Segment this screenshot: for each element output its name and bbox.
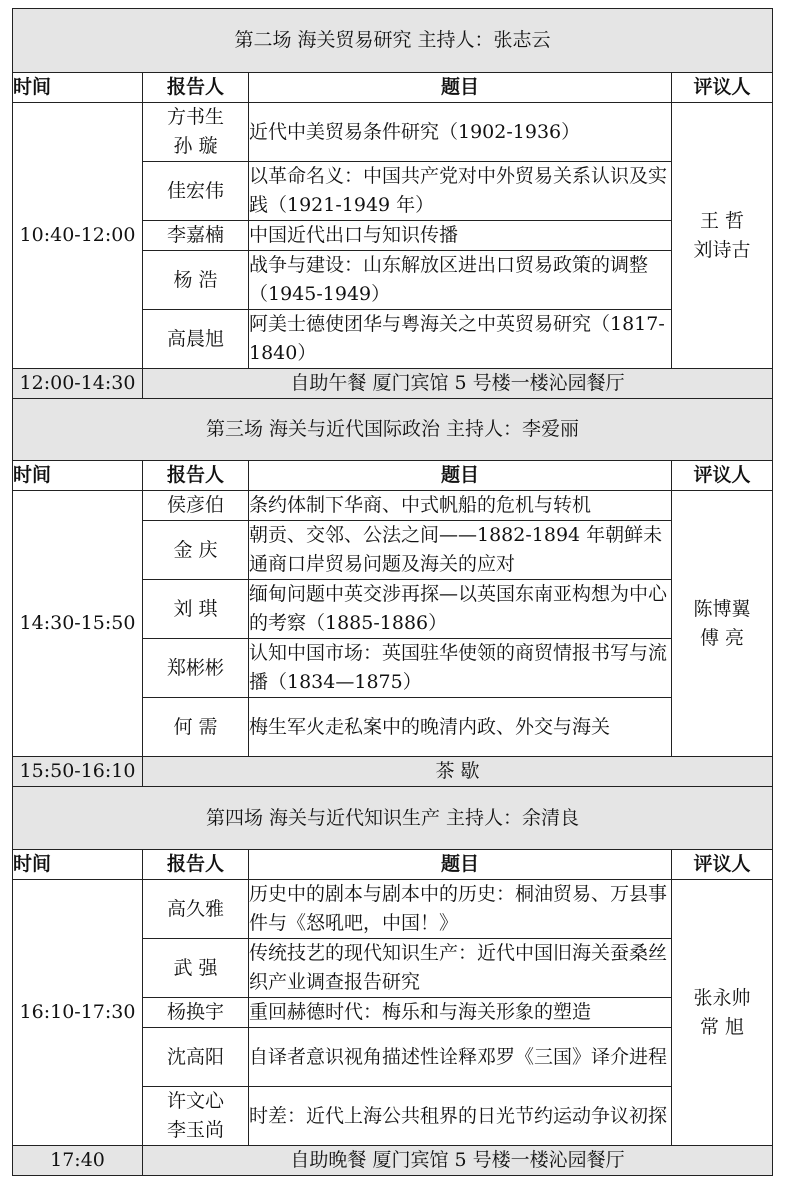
speaker-name	[143, 103, 249, 162]
break-description: 自助午餐 厦门宾馆 5 号楼一楼沁园餐厅	[143, 369, 773, 399]
talk-topic: 战争与建设：山东解放区进出口贸易政策的调整（1945-1949）	[249, 251, 672, 310]
speaker-name-text: 郑彬彬	[166, 656, 224, 679]
speaker-name-text: 侯彦伯	[166, 494, 224, 516]
speaker-name-text: 李嘉楠	[166, 224, 224, 246]
speaker-name-text: 金 庆	[173, 538, 218, 561]
speaker-name	[143, 491, 249, 521]
commentators-text: 张永帅 常 旭	[693, 986, 751, 1038]
header-commentator: 评议人	[672, 850, 773, 880]
speaker-name	[143, 521, 249, 580]
talk-topic: 阿美士德使团华与粤海关之中英贸易研究（1817-1840）	[249, 310, 672, 369]
break-time: 15:50-16:10	[13, 757, 143, 787]
break-time: 17:40	[13, 1146, 143, 1176]
talk-row	[13, 103, 773, 162]
speaker-name-text: 佳宏伟	[166, 179, 224, 202]
speaker-name	[143, 939, 249, 998]
header-topic: 题目	[249, 850, 672, 880]
talk-topic: 认知中国市场：英国驻华使领的商贸情报书写与流播（1834—1875）	[249, 639, 672, 698]
speaker-name-text: 何 需	[173, 715, 218, 738]
speaker-name	[143, 639, 249, 698]
commentators-text: 王 哲 刘诗古	[693, 209, 751, 261]
speaker-name	[143, 310, 249, 369]
column-header-row	[13, 461, 773, 491]
speaker-name	[143, 998, 249, 1028]
talk-topic: 历史中的剧本与剧本中的历史：桐油贸易、万县事件与《怒吼吧，中国！》	[249, 880, 672, 939]
session-title: 第二场 海关贸易研究 主持人：张志云	[13, 9, 773, 73]
speaker-name	[143, 880, 249, 939]
talk-topic: 传统技艺的现代知识生产：近代中国旧海关蚕桑丝织产业调查报告研究	[249, 939, 672, 998]
session-time: 14:30-15:50	[13, 491, 143, 757]
talk-topic: 近代中美贸易条件研究（1902-1936）	[249, 103, 672, 162]
session-title-row	[13, 9, 773, 73]
speaker-name-text: 高晨旭	[166, 327, 224, 350]
commentators	[672, 103, 773, 369]
conference-schedule-table	[12, 8, 773, 1176]
speaker-name	[143, 221, 249, 251]
speaker-name-text: 杨 浩	[173, 268, 218, 291]
session-title-row	[13, 399, 773, 461]
break-description: 自助晚餐 厦门宾馆 5 号楼一楼沁园餐厅	[143, 1146, 773, 1176]
session-title: 第四场 海关与近代知识生产 主持人：余清良	[13, 787, 773, 850]
commentators	[672, 880, 773, 1146]
header-time: 时间	[13, 850, 143, 880]
speaker-name-text: 刘 琪	[173, 597, 218, 620]
speaker-name	[143, 698, 249, 757]
commentators-text: 陈博翼 傅 亮	[693, 597, 751, 649]
speaker-name	[143, 251, 249, 310]
talk-topic: 缅甸问题中英交涉再探—以英国东南亚构想为中心的考察（1885-1886）	[249, 580, 672, 639]
header-speaker: 报告人	[143, 850, 249, 880]
commentators	[672, 491, 773, 757]
header-topic: 题目	[249, 73, 672, 103]
schedule-body	[13, 9, 773, 1176]
speaker-name-text: 杨换宇	[166, 1001, 224, 1023]
talk-row	[13, 880, 773, 939]
session-time: 10:40-12:00	[13, 103, 143, 369]
session-title: 第三场 海关与近代国际政治 主持人：李爱丽	[13, 399, 773, 461]
speaker-name-text: 许文心 李玉尚	[166, 1090, 224, 1141]
header-speaker: 报告人	[143, 461, 249, 491]
talk-topic: 中国近代出口与知识传播	[249, 221, 672, 251]
header-topic: 题目	[249, 461, 672, 491]
speaker-name	[143, 1028, 249, 1087]
talk-topic: 时差：近代上海公共租界的日光节约运动争议初探	[249, 1087, 672, 1146]
break-description: 茶 歇	[143, 757, 773, 787]
header-commentator: 评议人	[672, 73, 773, 103]
break-row	[13, 1146, 773, 1176]
speaker-name-text: 高久雅	[166, 897, 224, 920]
speaker-name	[143, 1087, 249, 1146]
break-row	[13, 369, 773, 399]
break-row	[13, 757, 773, 787]
talk-topic: 自译者意识视角描述性诠释邓罗《三国》译介进程	[249, 1028, 672, 1087]
header-time: 时间	[13, 73, 143, 103]
session-title-row	[13, 787, 773, 850]
speaker-name-text: 方书生 孙 璇	[166, 106, 224, 157]
talk-topic: 以革命名义：中国共产党对中外贸易关系认识及实践（1921-1949 年）	[249, 162, 672, 221]
column-header-row	[13, 73, 773, 103]
talk-topic: 朝贡、交邻、公法之间——1882-1894 年朝鲜未通商口岸贸易问题及海关的应对	[249, 521, 672, 580]
column-header-row	[13, 850, 773, 880]
talk-topic: 重回赫德时代：梅乐和与海关形象的塑造	[249, 998, 672, 1028]
speaker-name-text: 沈高阳	[166, 1045, 224, 1068]
header-speaker: 报告人	[143, 73, 249, 103]
break-time: 12:00-14:30	[13, 369, 143, 399]
header-commentator: 评议人	[672, 461, 773, 491]
speaker-name-text: 武 强	[173, 956, 218, 979]
speaker-name	[143, 580, 249, 639]
speaker-name	[143, 162, 249, 221]
header-time: 时间	[13, 461, 143, 491]
talk-topic: 梅生军火走私案中的晚清内政、外交与海关	[249, 698, 672, 757]
talk-row	[13, 491, 773, 521]
session-time: 16:10-17:30	[13, 880, 143, 1146]
talk-topic: 条约体制下华商、中式帆船的危机与转机	[249, 491, 672, 521]
